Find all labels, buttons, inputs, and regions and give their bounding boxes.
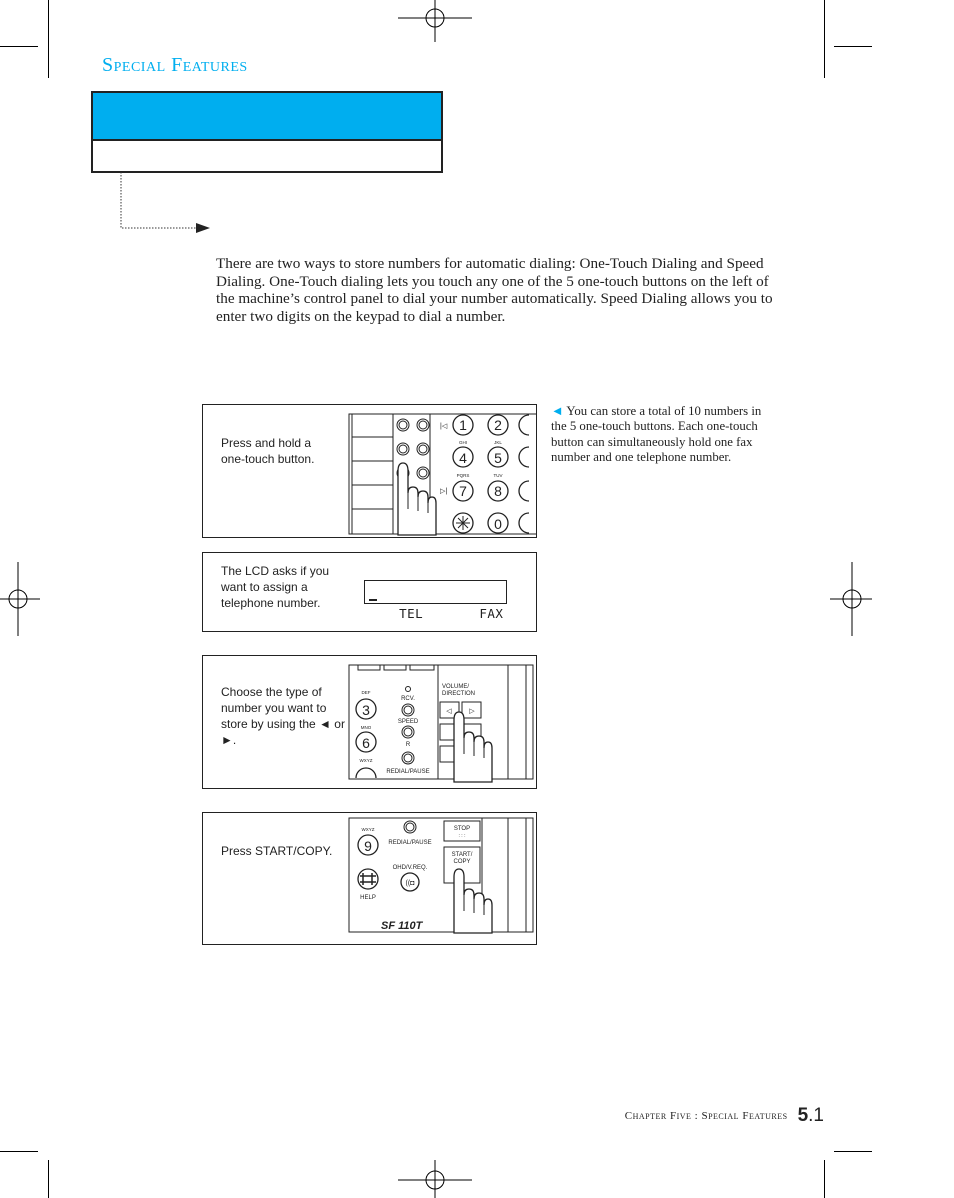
key-0-label: 0 xyxy=(494,516,502,532)
dotted-connector-arrow xyxy=(118,172,214,236)
lcd-cursor xyxy=(369,599,377,601)
redial-pause-label: REDIAL/PAUSE xyxy=(386,769,430,775)
registration-mark xyxy=(0,562,40,636)
key-1-label: 1 xyxy=(459,417,467,433)
left-direction-icon: ◁ xyxy=(446,708,452,715)
key-7-label: 7 xyxy=(459,483,467,499)
def-label: DEF xyxy=(361,690,371,695)
copy-label: COPY xyxy=(453,859,471,865)
key-9-label: 9 xyxy=(364,838,372,854)
step-2-panel xyxy=(202,552,537,632)
wxyz-label: WXYZ xyxy=(359,758,373,763)
direction-label: DIRECTION xyxy=(442,691,475,697)
ohd-label: OHD/V.REQ. xyxy=(392,865,428,871)
volume-label: VOLUME/ xyxy=(442,684,470,690)
step-1-text: Press and hold a one-touch button. xyxy=(221,436,315,466)
crop-mark xyxy=(824,1160,825,1198)
right-direction-icon: ▷ xyxy=(469,708,475,715)
ghi-label: GHI xyxy=(458,440,468,445)
key-6-label: 6 xyxy=(362,735,370,751)
svg-text:: : :: : : : xyxy=(458,833,466,839)
crop-mark xyxy=(834,46,872,47)
svg-text:|◁: |◁ xyxy=(440,423,448,430)
intro-paragraph: There are two ways to store numbers for automatic dialing: One-Touch Dialing and Speed Dialing. One-Touch dialing lets you touch any one of the 5 one-touch buttons on the left of the machine’s control panel to dial your number automatically. Speed Dialing allows you to enter two digits on the keypad to dial a number. xyxy=(216,255,773,325)
svg-text:▷|: ▷| xyxy=(440,488,448,495)
step-4-panel xyxy=(202,812,537,945)
step-3-panel xyxy=(202,655,537,789)
stop-label: STOP xyxy=(453,826,471,832)
key-4-label: 4 xyxy=(459,450,467,466)
key-5-label: 5 xyxy=(494,450,502,466)
crop-mark xyxy=(48,1160,49,1198)
side-note xyxy=(551,404,771,466)
crop-mark xyxy=(48,0,49,78)
side-note-text: You can store a total of 10 numbers in the 5 one-touch buttons. Each one-touch button can simultaneously hold one fax number and one telephone number. xyxy=(551,404,762,465)
registration-mark xyxy=(830,562,872,636)
crop-mark xyxy=(0,46,38,47)
left-arrow-icon: ◄ xyxy=(551,404,564,418)
key-2-label: 2 xyxy=(494,417,502,433)
pqrs-label: PQRS xyxy=(456,473,470,478)
speaker-icon: ((◘ xyxy=(405,880,415,887)
crop-mark xyxy=(0,1151,38,1152)
page-footer xyxy=(625,1105,824,1127)
jkl-label: JKL xyxy=(494,440,502,445)
mno-label: MNO xyxy=(360,725,372,730)
header-color-band xyxy=(93,93,441,141)
step-1-panel xyxy=(202,404,537,538)
wxyz-label: WXYZ xyxy=(361,827,375,832)
registration-mark xyxy=(398,1160,472,1198)
help-label: HELP xyxy=(360,895,376,901)
page-number: 5.1 xyxy=(797,1105,824,1126)
rcv-label: RCV. xyxy=(401,696,415,702)
crop-mark xyxy=(824,0,825,78)
footer-chapter: Chapter Five : Special Features xyxy=(624,1110,788,1122)
start-copy-illustration xyxy=(348,817,536,935)
key-8-label: 8 xyxy=(494,483,502,499)
tuv-label: TUV xyxy=(493,473,503,478)
brand-logo: SF 110T xyxy=(381,920,423,932)
section-header xyxy=(91,91,443,173)
step-2-text: The LCD asks if you want to assign a telephone number. xyxy=(221,564,330,610)
pointing-hand-icon xyxy=(454,712,492,782)
r-label: R xyxy=(405,742,411,748)
direction-keys-illustration xyxy=(348,664,535,788)
asterisk-key-icon xyxy=(456,516,470,530)
key-3-label: 3 xyxy=(362,702,370,718)
step-3-text: Choose the type of number you want to store by using the ◄ or ►. xyxy=(221,685,345,747)
lcd-text: TEL FAX xyxy=(399,606,504,621)
redial-pause-label: REDIAL/PAUSE xyxy=(388,840,432,846)
step-4-text: Press START/COPY. xyxy=(221,844,333,858)
one-touch-keypad-illustration xyxy=(348,413,536,537)
page-title: Special Features xyxy=(102,54,248,76)
registration-mark xyxy=(398,0,472,42)
speed-label: SPEED xyxy=(397,719,419,725)
start-label: START/ xyxy=(451,852,473,858)
lcd-display xyxy=(364,580,507,621)
crop-mark xyxy=(834,1151,872,1152)
